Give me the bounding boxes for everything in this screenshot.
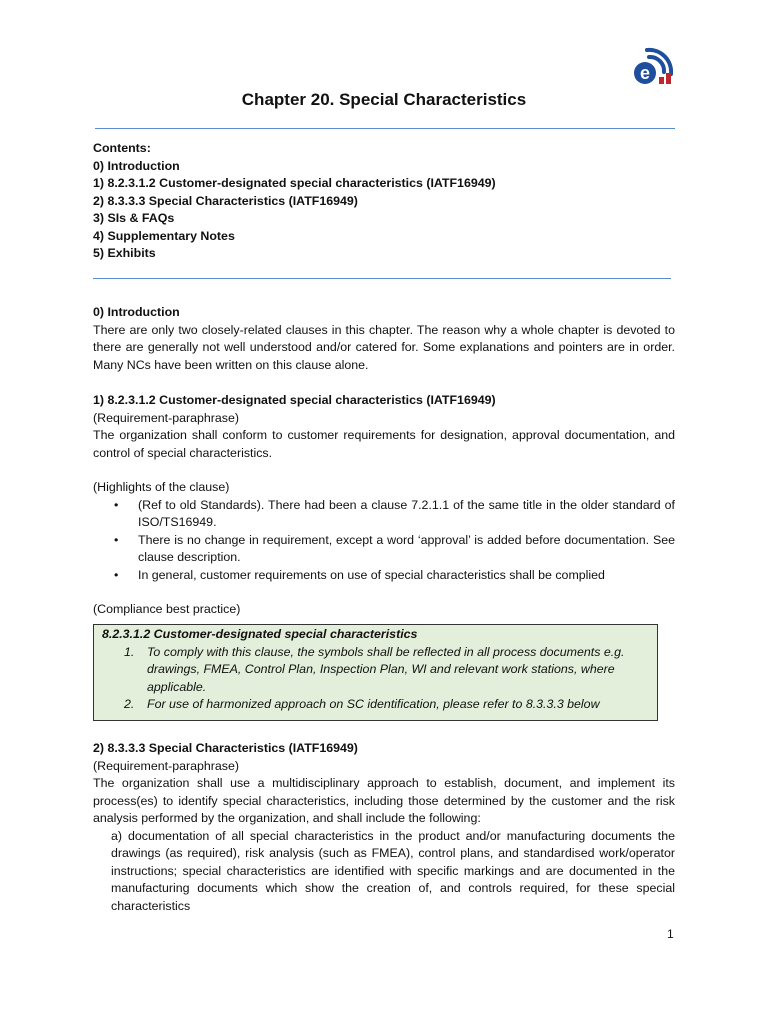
section2-subheading: (Requirement-paraphrase) — [93, 758, 240, 773]
contents-item: 5) Exhibits — [93, 246, 156, 260]
section2 — [93, 740, 675, 915]
highlights-list — [93, 497, 675, 585]
logo-red-bar-1 — [659, 77, 664, 84]
divider-contents — [93, 278, 671, 279]
section1-heading: 1) 8.2.3.1.2 Customer-designated special characteristics (IATF16949) — [93, 393, 496, 407]
company-logo — [633, 46, 673, 86]
compliance-label: (Compliance best practice) — [93, 602, 241, 616]
section1 — [93, 392, 675, 619]
section2-text: The organization shall use a multidisciplinary approach to establish, document, and implement its process(es) to identify special characteristics, including those determined by the customer and the risk analysis performed by the organization, and shall include the following: — [93, 776, 675, 825]
compliance-box — [93, 624, 658, 721]
list-item: • There is no change in requirement, except a word ‘approval’ is added before documentation. See clause description. — [93, 532, 675, 567]
intro-heading: 0) Introduction — [93, 305, 180, 319]
divider-top — [95, 128, 675, 129]
list-item — [102, 644, 649, 697]
item-number: 1. — [124, 644, 135, 659]
item-text: For use of harmonized approach on SC identification, please refer to 8.3.3.3 below — [147, 697, 600, 711]
contents-heading: Contents: — [93, 141, 151, 155]
section2-item-a: a) documentation of all special characteristics in the product and/or manufacturing documents the drawings (as required), risk analysis (such as FMEA), control plans, and standardised work/operator instructions; special characteristics are identified with specific markings and are documented in the manufacturing documents which show the creation of, and controls required, for these special characteristics — [111, 828, 675, 913]
contents-item: 0) Introduction — [93, 158, 180, 173]
contents-item: 1) 8.2.3.1.2 Customer-designated special characteristics (IATF16949) — [93, 176, 496, 190]
intro-text: There are only two closely-related clauses in this chapter. The reason why a whole chapter is devoted to there are generally not well understood and/or catered for. Some explanations and pointers are in order. Many NCs have been written on this clause alone. — [93, 322, 675, 372]
box-title: 8.2.3.1.2 Customer-designated special characteristics — [102, 627, 418, 641]
contents-item: 3) SIs & FAQs — [93, 211, 175, 225]
section2-heading: 2) 8.3.3.3 Special Characteristics (IATF16949) — [93, 741, 358, 755]
logo-letter: e — [639, 63, 651, 83]
section1-subheading: (Requirement-paraphrase) — [93, 410, 240, 425]
item-text: To comply with this clause, the symbols shall be reflected in all process documents e.g. drawings, FMEA, Control Plan, Inspection Plan, WI and relevant work stations, where applicable. — [147, 644, 625, 694]
highlights-label: (Highlights of the clause) — [93, 480, 230, 494]
section1-text: The organization shall conform to customer requirements for designation, approval documentation, and control of special characteristics. — [93, 428, 675, 460]
page-number: 1 — [667, 927, 674, 941]
intro-section — [93, 304, 675, 374]
item-number: 2. — [124, 697, 135, 711]
contents-item: 4) Supplementary Notes — [93, 228, 235, 243]
box-list — [102, 644, 649, 714]
list-item: • (Ref to old Standards). There had been a clause 7.2.1.1 of the same title in the older standard of ISO/TS16949. — [93, 497, 675, 532]
page-title: Chapter 20. Special Characteristics — [241, 90, 527, 109]
list-item — [102, 696, 649, 714]
logo-red-bar-2 — [666, 73, 671, 84]
list-item: • In general, customer requirements on use of special characteristics shall be complied — [93, 567, 675, 585]
contents-item: 2) 8.3.3.3 Special Characteristics (IATF16949) — [93, 193, 358, 208]
contents — [93, 140, 675, 263]
